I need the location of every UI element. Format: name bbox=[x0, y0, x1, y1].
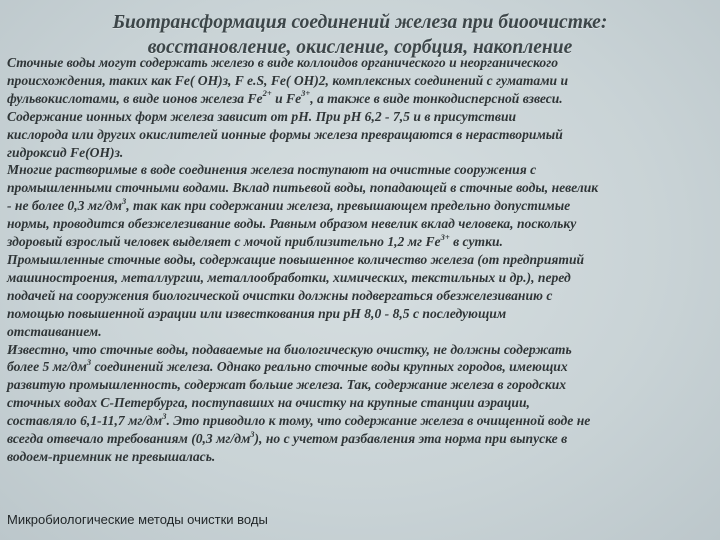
text-line: составляло 6,1-11,7 $мг/дм^3$. Это приводило к тому, что содержание железа в очищенной воде не bbox=[7, 410, 591, 429]
text-line: Сточные воды могут содержать железо в виде коллоидов органического и неорганического bbox=[7, 55, 559, 70]
text-line: помощью повышенной аэрации или известкования при рН 8,0 - 8,5 с последующим bbox=[7, 305, 507, 321]
text-line: промышленными сточными водами. Вклад питьевой воды, попадающей в сточные воды, невелик bbox=[7, 180, 599, 196]
title-line-2: восстановление, окисление, сорбция, накопление bbox=[147, 37, 573, 58]
text-line: здоровый взрослый человек выделяет с мочой приблизительно 1,2 мг $Fe^{3+}$ в сутки. bbox=[7, 231, 503, 250]
text-line: машиностроения, металлургии, металлообработки, химических, текстильных и др.), перед bbox=[7, 269, 571, 285]
text-line: отстаиванием. bbox=[7, 323, 102, 339]
text-line: Многие растворимые в воде соединения железа поступают на очистные сооружения с bbox=[7, 162, 537, 178]
slide-title bbox=[30, 10, 690, 60]
paragraph-1 bbox=[7, 54, 711, 161]
text-line: гидроксид Fe(OH)з. bbox=[7, 144, 124, 160]
text-line: водоем-приемник не превышалась. bbox=[7, 448, 216, 464]
paragraph-4 bbox=[7, 341, 711, 466]
text-line: всегда отвечало требованиям (0,3 $мг/дм^3$), но с учетом разбавления эта норма при выпуске в bbox=[7, 428, 568, 447]
text-line: нормы, проводится обезжелезивание воды. Равным образом невелик вклад человека, поскольку bbox=[7, 216, 577, 232]
paragraph-3 bbox=[7, 251, 711, 341]
text-line: - не более 0,3 $мг/дм^3$, так как при содержании железа, превышающем предельно допустимые bbox=[7, 195, 571, 214]
text-line: происхождения, таких как Fe( OH)з, F e.S, Fe( OH)2, комплексных соединений с гуматами и bbox=[7, 72, 569, 88]
text-line: Промышленные сточные воды, содержащие повышенное количество железа (от предприятий bbox=[7, 251, 585, 267]
text-line: более 5 $мг/дм^3$ соединений железа. Однако реально сточные воды крупных городов, имеющих bbox=[7, 356, 568, 375]
text-line: фульвокислотами, в виде ионов железа $Fe^{2+}$ и $Fe^{3+}$, а также в виде тонкодисперсной взвеси. bbox=[7, 88, 563, 106]
text-line: кислорода или других окислителей ионные формы железа превращаются в нерастворимый bbox=[7, 126, 563, 142]
text-line: Известно, что сточные воды, подаваемые на биологическую очистку, не должны содержать bbox=[7, 341, 572, 357]
slide-footer: Микробиологические методы очистки воды bbox=[7, 512, 268, 527]
text-line: подачей на сооружения биологической очистки должны подвергаться обезжелезиванию с bbox=[7, 287, 553, 303]
title-line-1: Биотрансформация соединений железа при биоочистке: bbox=[112, 12, 608, 33]
text-line: Содержание ионных форм железа зависит от рН. При рН 6,2 - 7,5 и в присутствии bbox=[7, 108, 517, 124]
text-line: развитую промышленность, содержат больше железа. Так, содержание железа в городских bbox=[7, 377, 567, 393]
paragraph-2 bbox=[7, 161, 711, 251]
text-line: сточных водах С-Петербурга, поступавших на очистку на крупные станции аэрации, bbox=[7, 395, 530, 411]
slide-body bbox=[7, 54, 711, 466]
